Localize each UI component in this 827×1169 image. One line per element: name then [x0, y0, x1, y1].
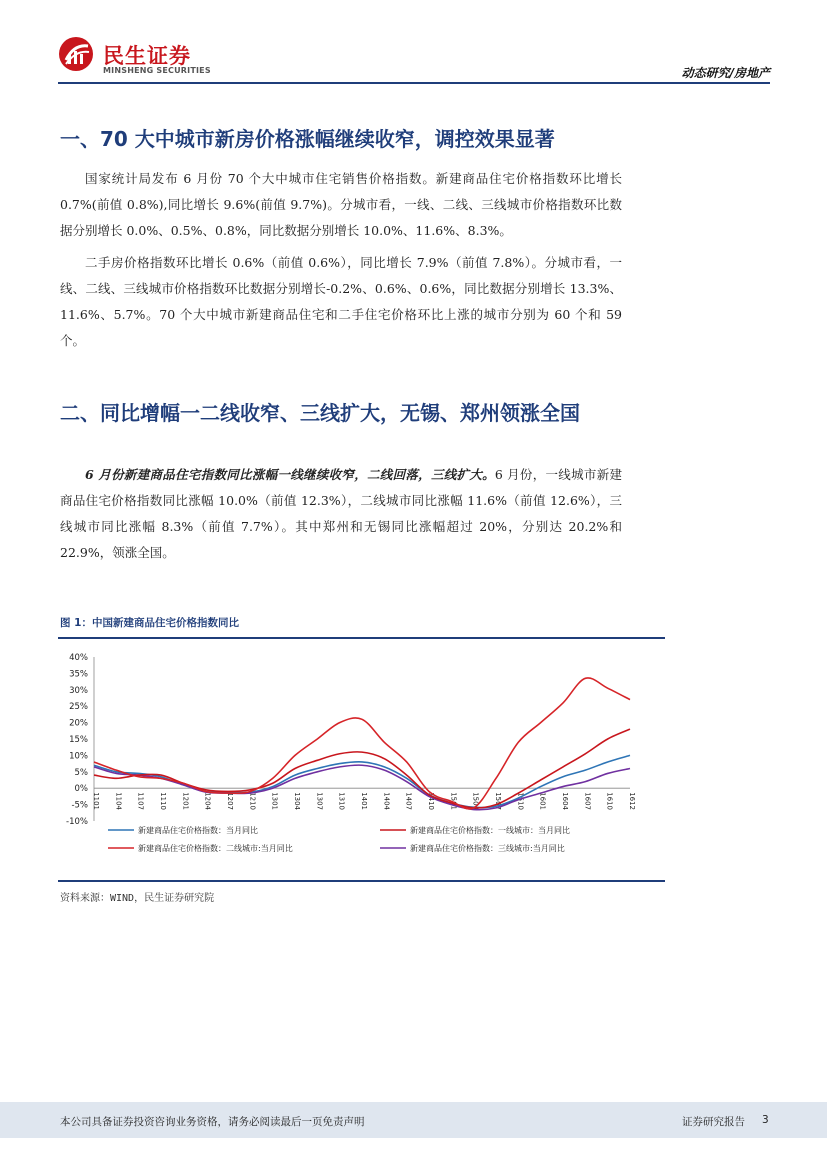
- y-tick-label: 35%: [69, 669, 88, 680]
- x-tick-label: 1307: [315, 792, 324, 811]
- x-tick-label: 1501: [449, 792, 458, 811]
- x-tick-label: 1510: [516, 792, 525, 811]
- legend-label-2: 新建商品住宅价格指数：一线城市：当月同比: [410, 826, 570, 835]
- section1-title: 一、70 大中城市新房价格涨幅继续收窄，调控效果显著: [60, 127, 555, 151]
- section2-paragraph-rest: 6 月份，一线城市新建商品住宅价格指数同比涨幅 10.0%（前值 12.3%），二线城市同比涨幅 11.6%（前值 12.6%），三线城市同比涨幅 8.3%（前值 7.7%）。其中郑州和无锡同比涨幅超过 20%，分别达 20.2%和 22.9%，领涨全国。: [60, 467, 622, 560]
- section2-lead-bold: 6 月份新建商品住宅指数同比涨幅一线继续收窄，二线回落，三线扩大。: [85, 467, 495, 482]
- y-tick-label: -5%: [71, 800, 88, 811]
- legend-label-4: 新建商品住宅价格指数：三线城市:当月同比: [410, 844, 565, 853]
- figure-top-rule: [58, 637, 665, 639]
- price-index-line-chart: [58, 645, 665, 875]
- section1-paragraph-2: 二手房价格指数环比增长 0.6%（前值 0.6%），同比增长 7.9%（前值 7.8%）。分城市看，一线、二线、三线城市价格指数环比数据分别增长-0.2%、0.6%、0.6%，同比数据分别增长 13.3%、11.6%、5.7%。70 个大中城市新建商品住宅和二手住宅价格环比上涨的城市分别为 60 个和 59 个。: [60, 255, 622, 348]
- footer-report-type: 证券研究报告: [682, 1116, 745, 1128]
- x-tick-label: 1401: [360, 792, 368, 811]
- page-number: 3: [762, 1114, 769, 1126]
- footer-disclaimer: 本公司具备证券投资咨询业务资格，请务必阅读最后一页免责声明: [60, 1116, 365, 1128]
- x-tick-label: 1107: [136, 792, 145, 811]
- x-tick-label: 1607: [583, 792, 592, 811]
- figure-title: 图 1：中国新建商品住宅价格指数同比: [60, 617, 239, 629]
- x-tick-label: 1610: [605, 792, 614, 811]
- y-tick-label: 30%: [69, 685, 88, 696]
- report-section-label: 动态研究/房地产: [681, 66, 770, 80]
- x-tick-label: 1310: [337, 792, 346, 811]
- y-tick-label: 20%: [69, 718, 88, 729]
- figure-bottom-rule: [58, 880, 665, 882]
- section2-title: 二、同比增幅一二线收窄、三线扩大，无锡、郑州领涨全国: [60, 401, 580, 425]
- y-tick-label: -10%: [66, 817, 88, 827]
- section2-paragraph: [60, 462, 622, 566]
- header-divider: [58, 82, 770, 84]
- x-tick-label: 1301: [270, 792, 279, 811]
- x-tick-label: 1110: [159, 792, 167, 811]
- page-footer: [0, 1102, 827, 1138]
- x-tick-label: 1304: [293, 792, 301, 811]
- section1-paragraph-1: 国家统计局发布 6 月份 70 个大中城市住宅销售价格指数。新建商品住宅价格指数环比增长 0.7%(前值 0.8%),同比增长 9.6%(前值 9.7%)。分城市看，一线、二线、三线城市价格指数环比数据分别增长 0.0%、0.5%、0.8%，同比数据分别增长 10.0%、11.6%、8.3%。: [60, 171, 622, 238]
- x-tick-label: 1101: [92, 792, 100, 811]
- x-tick-label: 1504: [471, 792, 480, 811]
- brand-name-cn: 民生证券: [103, 44, 191, 68]
- y-tick-label: 25%: [69, 702, 88, 713]
- x-tick-label: 1104: [114, 792, 123, 811]
- x-tick-label: 1612: [628, 792, 636, 811]
- x-tick-label: 1210: [248, 792, 257, 811]
- x-tick-label: 1507: [494, 792, 502, 811]
- figure-source: 资料来源：WIND，民生证券研究院: [60, 893, 215, 904]
- minsheng-logo-icon: [58, 36, 94, 72]
- y-tick-label: 15%: [69, 735, 88, 745]
- brand-name-en: MINSHENG SECURITIES: [103, 66, 211, 75]
- legend-label-3: 新建商品住宅价格指数：二线城市:当月同比: [138, 844, 293, 853]
- y-tick-label: 10%: [69, 751, 88, 762]
- x-tick-label: 1207: [226, 792, 234, 811]
- x-tick-label: 1204: [203, 792, 212, 811]
- x-tick-label: 1404: [382, 792, 391, 811]
- x-tick-label: 1201: [181, 792, 190, 811]
- x-tick-label: 1410: [427, 792, 435, 811]
- legend-label-1: 新建商品住宅价格指数：当月同比: [138, 826, 258, 835]
- x-tick-label: 1407: [404, 792, 413, 811]
- x-tick-label: 1601: [538, 792, 547, 811]
- y-tick-label: 5%: [74, 767, 88, 778]
- x-tick-label: 1604: [561, 792, 569, 811]
- series-line-3: [94, 678, 630, 809]
- y-tick-label: 40%: [69, 653, 88, 663]
- page-header: [0, 0, 827, 85]
- y-tick-label: 0%: [74, 784, 88, 795]
